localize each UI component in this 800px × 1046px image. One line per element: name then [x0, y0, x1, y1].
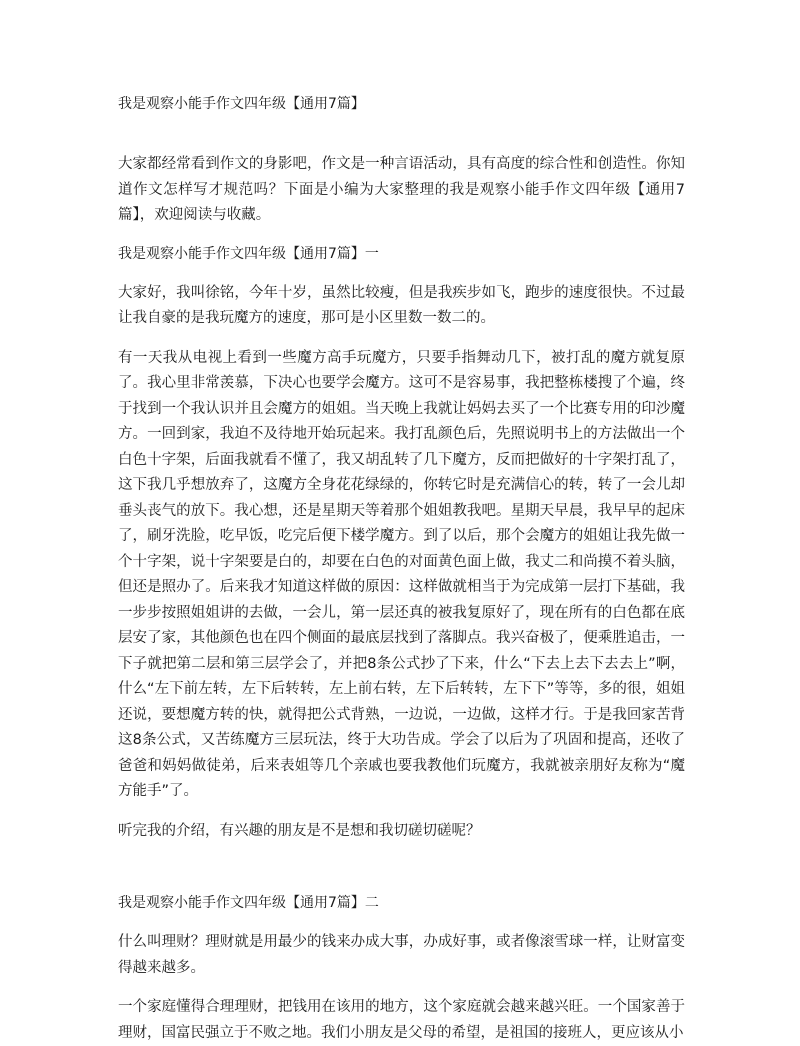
document-title: 我是观察小能手作文四年级【通用7篇】 [118, 96, 365, 112]
section-2-heading: 我是观察小能手作文四年级【通用7篇】二 [118, 895, 379, 911]
spacer [118, 114, 685, 152]
section-2-paragraph-1: 什么叫理财？理财就是用最少的钱来办成大事，办成好事，或者像滚雪球一样，让财富变得越来越多。 [118, 934, 685, 976]
section-1-heading: 我是观察小能手作文四年级【通用7篇】一 [118, 245, 379, 262]
intro-paragraph: 大家都经常看到作文的身影吧，作文是一种言语活动，具有高度的综合性和创造性。你知道作文怎样写才规范吗？下面是小编为大家整理的我是观察小能手作文四年级【通用7篇】，欢迎阅读与收藏。 [118, 156, 685, 223]
section-1-paragraph-3: 听完我的介绍，有兴趣的朋友是不是想和我切磋切磋呢？ [118, 822, 481, 839]
section-1-paragraph-1: 大家好，我叫徐铭，今年十岁，虽然比较瘦，但是我疾步如飞，跑步的速度很快。不过最让我自豪的是我玩魔方的速度，那可是小区里数一数二的。 [118, 284, 685, 326]
section-2-paragraph-2: 一个家庭懂得合理理财，把钱用在该用的地方，这个家庭就会越来越兴旺。一个国家善于理财，国富民强立于不败之地。我们小朋友是父母的希望，是祖国的接班人，更应该从小 [118, 999, 685, 1041]
section-1-paragraph-2: 有一天我从电视上看到一些魔方高手玩魔方，只要手指舞动几下，被打乱的魔方就复原了。我心里非常羡慕，下决心也要学会魔方。这可不是容易事，我把整栋楼搜了个遍，终于找到一个我认识并且会魔方的姐姐。当天晚上我就让妈妈去买了一个比赛专用的印沙魔方。一回到家，我迫不及待地开始玩起来。我打乱颜色后，先照说明书上的方法做出一个白色十字架，后面我就看不懂了，我又胡乱转了几下魔方，反而把做好的十字架打乱了，这下我几乎想放弃了，这魔方全身花花绿绿的，你转它时是充满信心的转，转了一会儿却垂头丧气的放下。我心想，还是星期天等着那个姐姐教我吧。星期天早晨，我早早的起床了，刷牙洗脸，吃早饭，吃完后便下楼学魔方。到了以后，那个会魔方的姐姐让我先做一个十字架，说十字架要是白的，却要在白色的对面黄色面上做，我丈二和尚摸不着头脑，但还是照办了。后来我才知道这样做的原因：这样做就相当于为完成第一层打下基础，我一步步按照姐姐讲的去做，一会儿，第一层还真的被我复原好了，现在所有的白色都在底层安了家，其他颜色也在四个侧面的最底层找到了落脚点。我兴奋极了，便乘胜追击，一下子就把第二层和第三层学会了，并把8条公式抄了下来，什么“下去上去下去去上”啊，什么“左下前左转，左下后转转，左上前右转，左下后转转，左下下”等等，多的很，姐姐还说，要想魔方转的快，就得把公式背熟，一边说，一边做，这样才行。于是我回家苦背这8条公式，又苦练魔方三层玩法，终于大功告成。学会了以后为了巩固和提高，还收了爸爸和妈妈做徒弟，后来表姐等几个亲戚也要我教他们玩魔方，我就被亲朋好友称为“魔方能手”了。 [118, 349, 685, 799]
spacer [118, 858, 685, 892]
